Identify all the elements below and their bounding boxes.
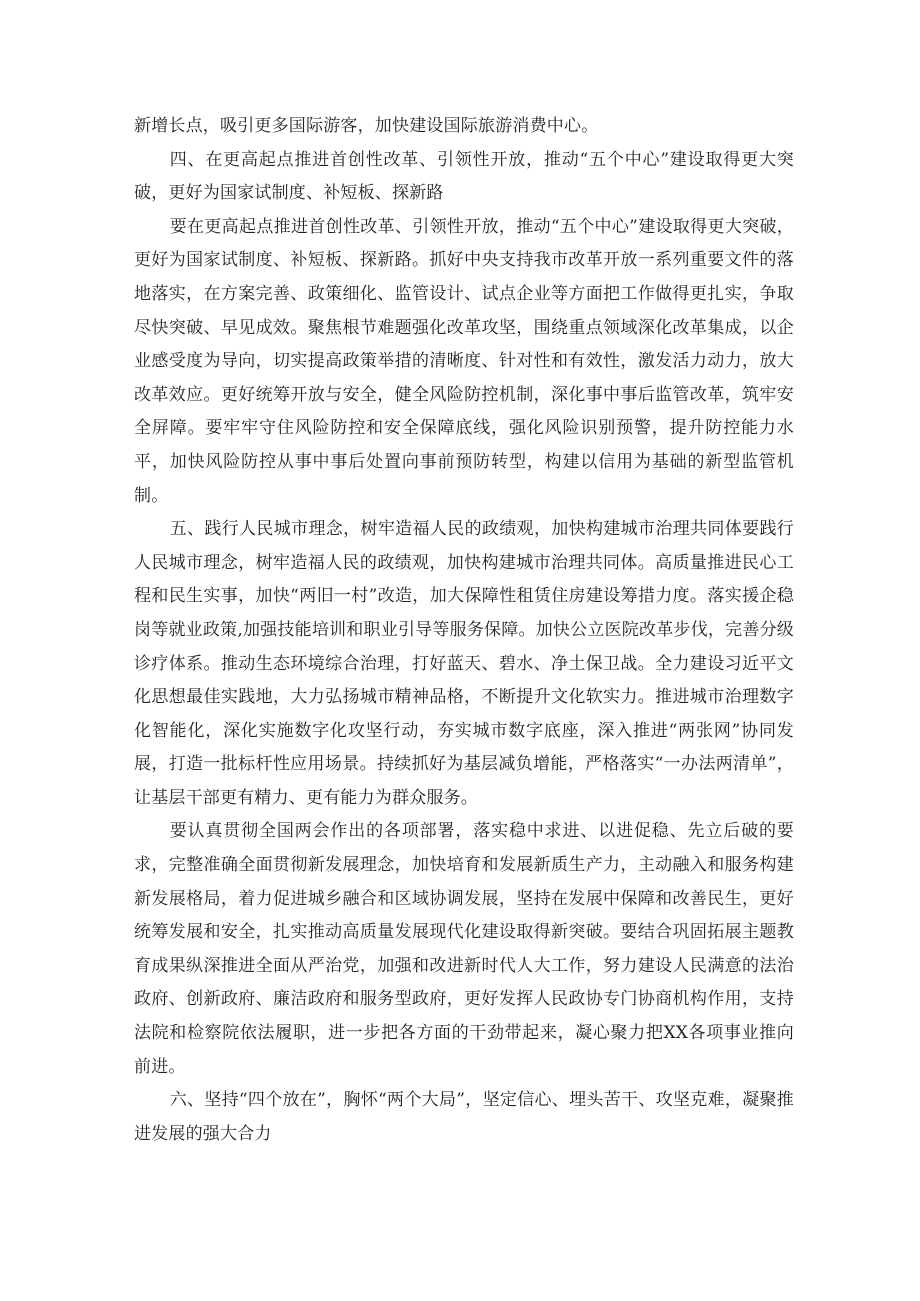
heading-section-four: 四、在更高起点推进首创性改革、引领性开放，推动“五个中心”建设取得更大突破，更好为国家试制度、补短板、探新路: [134, 149, 794, 204]
paragraph-section-five: 五、践行人民城市理念，树牢造福人民的政绩观，加快构建城市治理共同体要践行人民城市理念，树牢造福人民的政绩观，加快构建城市治理共同体。高质量推进民心工程和民生实事，加快“两旧一村”改造，加大保障性租赁住房建设筹措力度。落实援企稳岗等就业政策,加强技能培训和职业引导等服务保障。加快公立医院改革步伐，完善分级诊疗体系。推动生态环境综合治理，打好蓝天、碧水、净土保卫战。全力建设习近平文化思想最佳实践地，大力弘扬城市精神品格，不断提升文化软实力。推进城市治理数字化智能化，深化实施数字化攻坚行动，夯实城市数字底座，深入推进“两张网”协同发展，打造一批标杆性应用场景。持续抓好为基层减负增能，严格落实“一办法两清单”，让基层干部更有精力、更有能力为群众服务。: [134, 519, 794, 808]
paragraph-implementation: 要认真贯彻全国两会作出的各项部署，落实稳中求进、以进促稳、先立后破的要求，完整准确全面贯彻新发展理念，加快培育和发展新质生产力，主动融入和服务构建新发展格局，着力促进城乡融合和区域协调发展，坚持在发展中保障和改善民生，更好统筹发展和安全，扎实推动高质量发展现代化建设取得新突破。要结合巩固拓展主题教育成果纵深推进全面从严治党，加强和改进新时代人大工作，努力建设人民满意的法治政府、创新政府、廉洁政府和服务型政府，更好发挥人民政协专门协商机构作用，支持法院和检察院依法履职，进一步把各方面的干劲带起来，凝心聚力把XX各项事业推向前进。: [134, 821, 794, 1077]
paragraph-reform-opening: 要在更高起点推进首创性改革、引领性开放，推动“五个中心”建设取得更大突破，更好为国家试制度、补短板、探新路。抓好中央支持我市改革开放一系列重要文件的落地落实，在方案完善、政策细化、监管设计、试点企业等方面把工作做得更扎实，争取尽快突破、早见成效。聚焦根节难题强化改革攻坚，围绕重点领域深化改革集成，以企业感受度为导向，切实提高政策举措的清晰度、针对性和有效性，激发活力动力，放大改革效应。更好统筹开放与安全，健全风险防控机制，深化事中事后监管改革，筑牢安全屏障。要牢牢守住风险防控和安全保障底线，强化风险识别预警，提升防控能力水平，加快风险防控从事中事后处置向事前预防转型，构建以信用为基础的新型监管机制。: [134, 216, 794, 506]
heading-section-six: 六、坚持“四个放在”，胸怀“两个大局”，坚定信心、埋头苦干、攻坚克难，凝聚推进发展的强大合力: [134, 1090, 794, 1144]
document-body: [134, 110, 794, 1151]
paragraph-continuation: 新增长点，吸引更多国际游客，加快建设国际旅游消费中心。: [134, 116, 599, 136]
